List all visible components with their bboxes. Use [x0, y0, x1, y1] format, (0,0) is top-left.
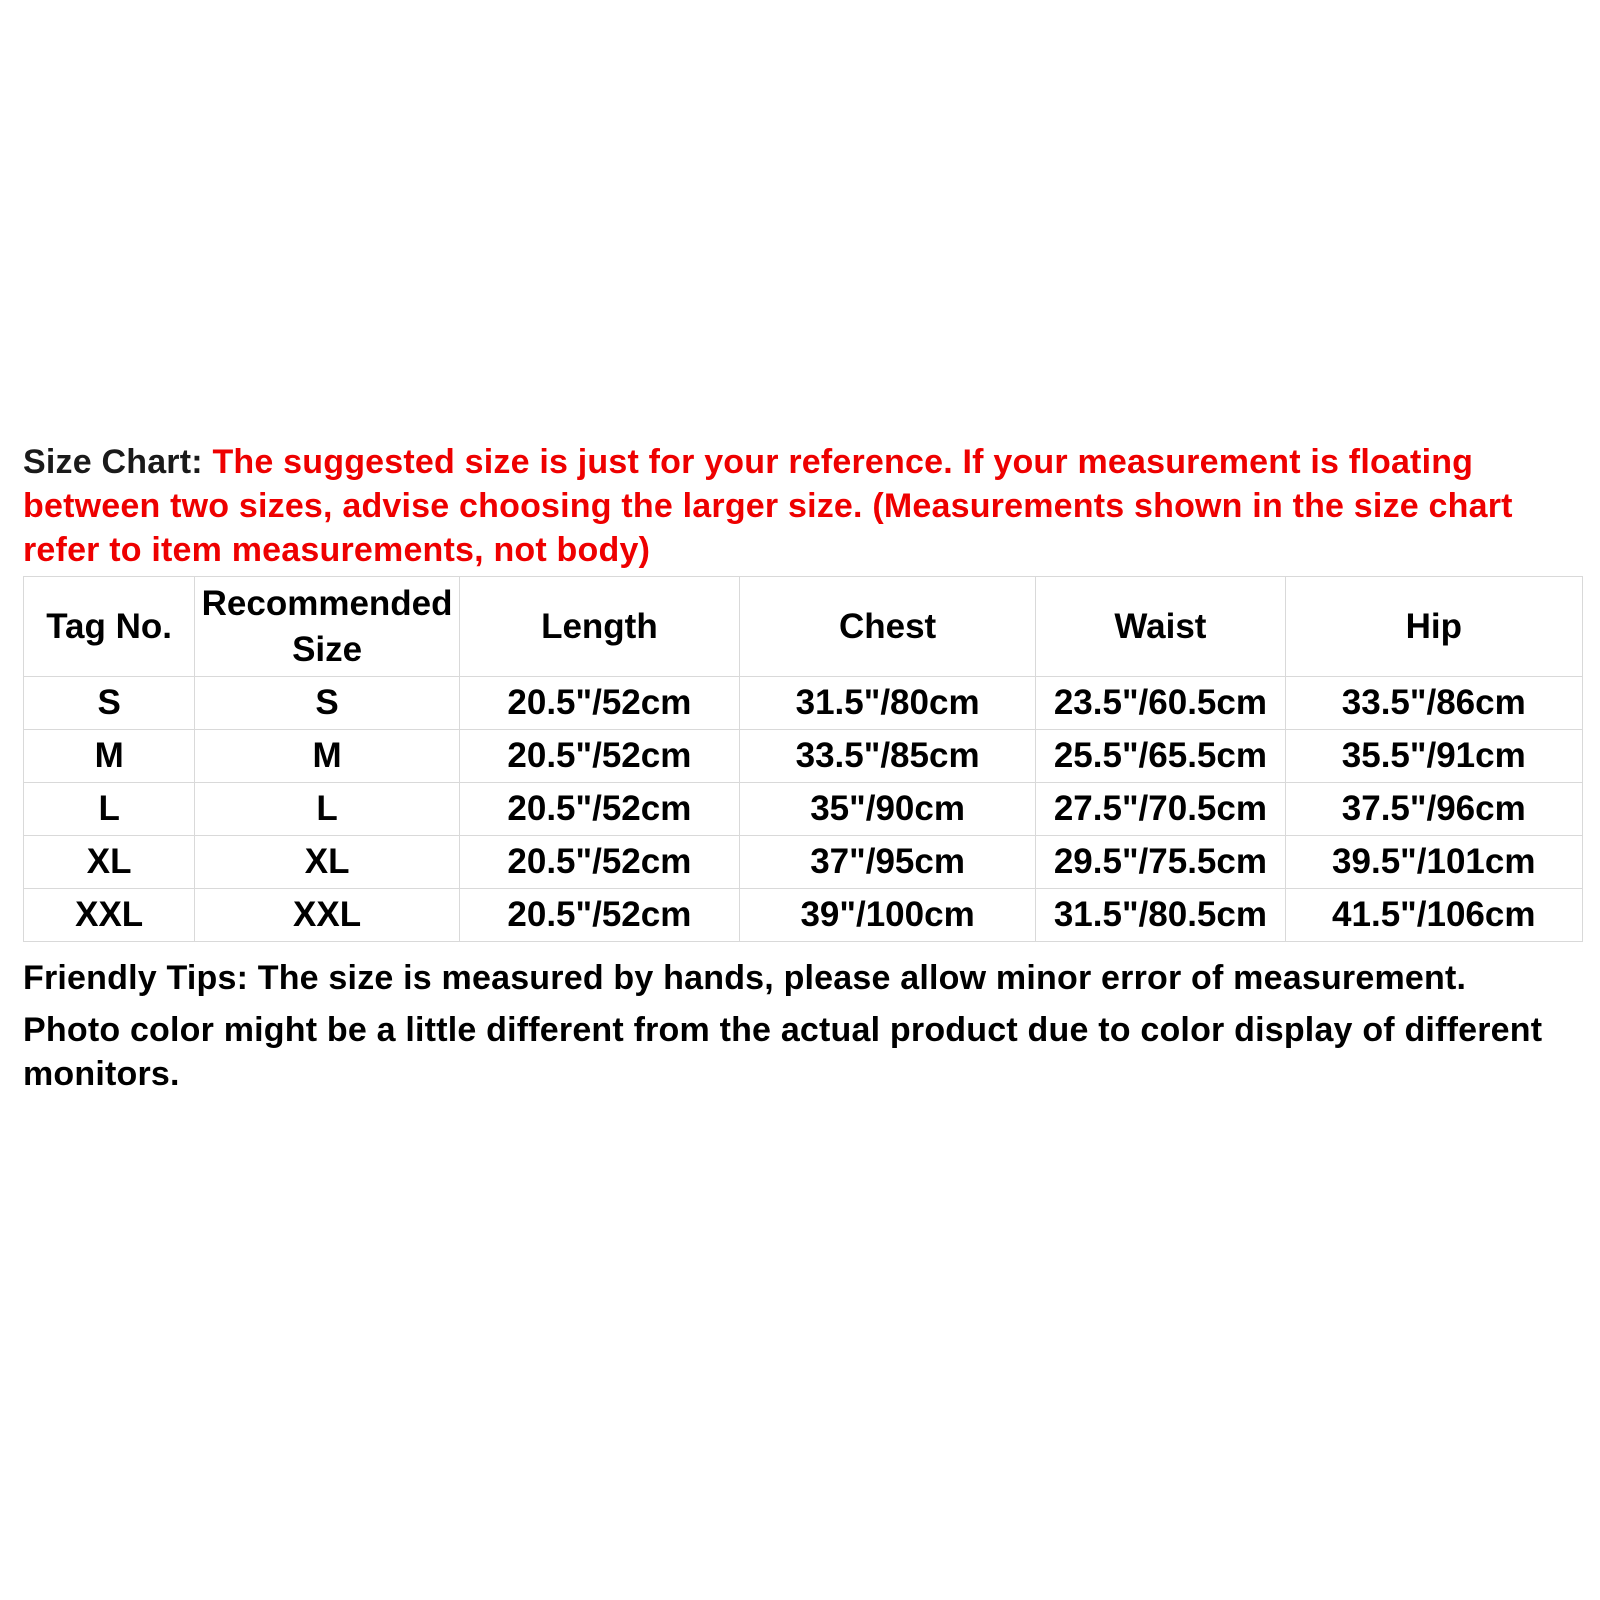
cell-chest: 37"/95cm: [739, 836, 1035, 889]
cell-hip: 39.5"/101cm: [1285, 836, 1582, 889]
header-waist: Waist: [1036, 577, 1285, 677]
cell-length: 20.5"/52cm: [459, 677, 739, 730]
cell-chest: 33.5"/85cm: [739, 730, 1035, 783]
cell-hip: 41.5"/106cm: [1285, 889, 1582, 942]
size-chart-document: [23, 440, 1583, 1096]
size-chart-label: Size Chart:: [23, 443, 203, 481]
header-chest: Chest: [739, 577, 1035, 677]
cell-hip: 33.5"/86cm: [1285, 677, 1582, 730]
cell-waist: 31.5"/80.5cm: [1036, 889, 1285, 942]
cell-waist: 25.5"/65.5cm: [1036, 730, 1285, 783]
cell-tag-no: XL: [24, 836, 195, 889]
header-recommended-size: Recommended Size: [195, 577, 460, 677]
size-chart-note: The suggested size is just for your reference. If your measurement is floating between two sizes, advise choosing the larger size. (Measurements shown in the size chart refer to item measurements, not body): [23, 443, 1513, 569]
table-header-row: [24, 577, 1583, 677]
table-row: [24, 889, 1583, 942]
cell-recommended-size: L: [195, 783, 460, 836]
cell-recommended-size: M: [195, 730, 460, 783]
cell-chest: 31.5"/80cm: [739, 677, 1035, 730]
cell-tag-no: XXL: [24, 889, 195, 942]
cell-recommended-size: XXL: [195, 889, 460, 942]
cell-tag-no: M: [24, 730, 195, 783]
size-chart-intro: [23, 440, 1583, 572]
photo-color-tip: Photo color might be a little different from the actual product due to color display of different monitors.: [23, 1011, 1543, 1093]
cell-waist: 23.5"/60.5cm: [1036, 677, 1285, 730]
size-table: [23, 576, 1583, 942]
cell-chest: 35"/90cm: [739, 783, 1035, 836]
cell-length: 20.5"/52cm: [459, 836, 739, 889]
table-row: [24, 836, 1583, 889]
header-tag-no: Tag No.: [24, 577, 195, 677]
cell-tag-no: L: [24, 783, 195, 836]
cell-waist: 29.5"/75.5cm: [1036, 836, 1285, 889]
cell-hip: 35.5"/91cm: [1285, 730, 1582, 783]
cell-hip: 37.5"/96cm: [1285, 783, 1582, 836]
cell-waist: 27.5"/70.5cm: [1036, 783, 1285, 836]
friendly-tips: Friendly Tips: The size is measured by hands, please allow minor error of measurement.: [23, 959, 1467, 997]
cell-tag-no: S: [24, 677, 195, 730]
cell-recommended-size: S: [195, 677, 460, 730]
cell-chest: 39"/100cm: [739, 889, 1035, 942]
header-hip: Hip: [1285, 577, 1582, 677]
cell-length: 20.5"/52cm: [459, 783, 739, 836]
header-length: Length: [459, 577, 739, 677]
table-row: [24, 783, 1583, 836]
cell-length: 20.5"/52cm: [459, 730, 739, 783]
cell-length: 20.5"/52cm: [459, 889, 739, 942]
table-row: [24, 730, 1583, 783]
table-row: [24, 677, 1583, 730]
cell-recommended-size: XL: [195, 836, 460, 889]
